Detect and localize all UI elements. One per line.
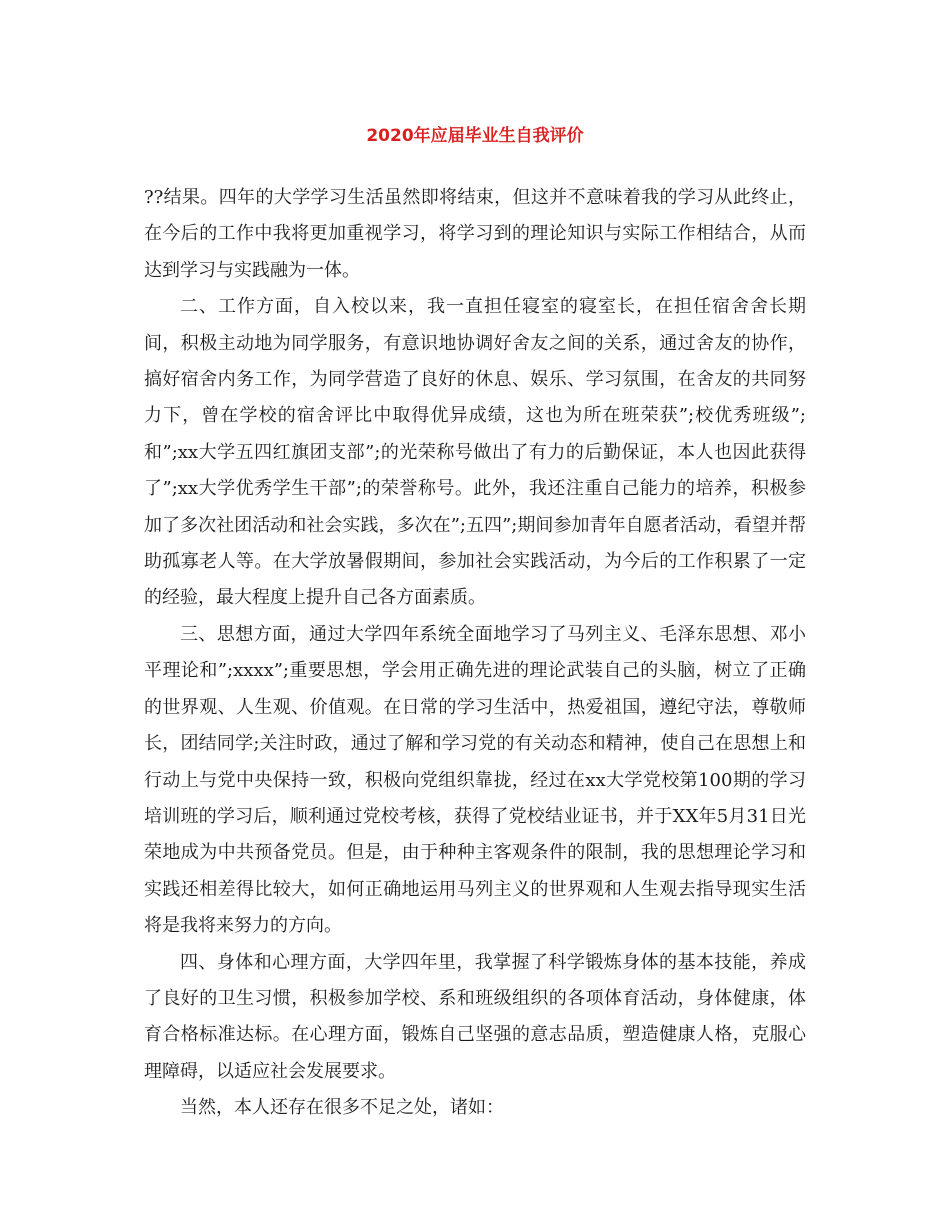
paragraph-health: 四、身体和心理方面，大学四年里，我掌握了科学锻炼身体的基本技能，养成了良好的卫生习惯，积极参加学校、系和班级组织的各项体育活动，身体健康，体育合格标准达标。在心理方面，锻炼自己坚强的意志品质，塑造健康人格，克服心理障碍，以适应社会发展要求。 <box>144 951 806 1082</box>
document-title: 2020年应届毕业生自我评价 <box>366 126 584 146</box>
paragraph-shortcomings: 当然，本人还存在很多不足之处，诸如： <box>180 1097 504 1119</box>
paragraph-continuation: ??结果。四年的大学学习生活虽然即将结束，但这并不意味着我的学习从此终止，在今后的工作中我将更加重视学习，将学习到的理论知识与实际工作相结合，从而达到学习与实践融为一体。 <box>144 187 806 281</box>
paragraph-thought: 三、思想方面，通过大学四年系统全面地学习了马列主义、毛泽东思想、邓小平理论和”;xxxx”;重要思想，学会用正确先进的理论武装自己的头脑，树立了正确的世界观、人生观、价值观。在日常的学习生活中，热爱祖国，遵纪守法，尊敬师长，团结同学;关注时政，通过了解和学习党的有关动态和精神，使自己在思想上和行动上与党中央保持一致，积极向党组织靠拢，经过在xx大学党校第100期的学习培训班的学习后，顺利通过党校考核，获得了党校结业证书，并于XX年5月31日光荣地成为中共预备党员。但是，由于种种主客观条件的限制，我的思想理论学习和实践还相差得比较大，如何正确地运用马列主义的世界观和人生观去指导现实生活将是我将来努力的方向。 <box>144 623 806 937</box>
document-body <box>144 180 806 1127</box>
paragraph-work: 二、工作方面，自入校以来，我一直担任寝室的寝室长，在担任宿舍舍长期间，积极主动地为同学服务，有意识地协调好舍友之间的关系，通过舍友的协作，搞好宿舍内务工作，为同学营造了良好的休息、娱乐、学习氛围，在舍友的共同努力下，曾在学校的宿舍评比中取得优异成绩，这也为所在班荣获”;校优秀班级”; 和”;xx大学五四红旗团支部”;的光荣称号做出了有力的后勤保证，本人也因此获得了”;xx大学优秀学生干部”;的荣誉称号。此外，我还注重自己能力的培养，积极参加了多次社团活动和社会实践，多次在”;五四”;期间参加青年自愿者活动，看望并帮助孤寡老人等。在大学放暑假期间，参加社会实践活动，为今后的工作积累了一定的经验，最大程度上提升自己各方面素质。 <box>144 296 806 609</box>
